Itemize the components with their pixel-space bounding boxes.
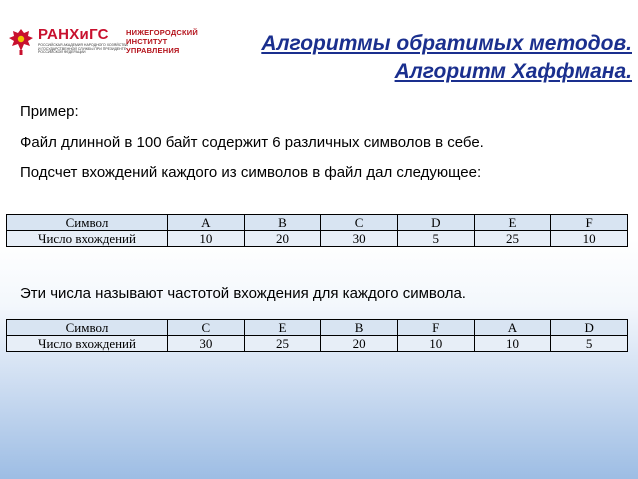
table-cell: E: [244, 320, 321, 336]
row-label-symbol: Символ: [7, 215, 168, 231]
institute-name: [126, 28, 198, 56]
eagle-emblem-icon: [8, 26, 34, 56]
table-row: [7, 231, 628, 247]
row-label-count: Число вхождений: [7, 336, 168, 352]
slide-header: [0, 0, 638, 92]
table-cell: A: [474, 320, 551, 336]
table-cell: 30: [321, 231, 398, 247]
example-label: Пример:: [20, 103, 79, 120]
table-cell: C: [321, 215, 398, 231]
file-description: Файл длинной в 100 байт содержит 6 различных символов в себе.: [20, 134, 484, 151]
title-line-2: Алгоритм Хаффмана.: [394, 60, 632, 83]
title-line-1: Алгоритмы обратимых методов.: [261, 32, 632, 55]
frequency-table-original: [6, 214, 628, 247]
table-cell: A: [168, 215, 245, 231]
table-row: [7, 320, 628, 336]
table-cell: 5: [551, 336, 628, 352]
table-cell: 30: [168, 336, 245, 352]
table-cell: 10: [397, 336, 474, 352]
institute-line-1: НИЖЕГОРОДСКИЙ: [126, 28, 198, 37]
table-cell: 10: [551, 231, 628, 247]
table-cell: 20: [321, 336, 398, 352]
table-cell: 25: [474, 231, 551, 247]
table-row: [7, 215, 628, 231]
row-label-symbol: Символ: [7, 320, 168, 336]
table-cell: D: [397, 215, 474, 231]
table-cell: 5: [397, 231, 474, 247]
logo-subtitle: РОССИЙСКАЯ АКАДЕМИЯ НАРОДНОГО ХОЗЯЙСТВА И ГОСУДАРСТВЕННОЙ СЛУЖБЫ ПРИ ПРЕЗИДЕНТЕ РОССИЙСКОЙ ФЕДЕРАЦИИ: [38, 42, 128, 55]
frequency-table-sorted: [6, 319, 628, 352]
frequency-note: Эти числа называют частотой вхождения для каждого символа.: [20, 285, 466, 302]
table-cell: F: [397, 320, 474, 336]
table-row: [7, 336, 628, 352]
institute-line-3: УПРАВЛЕНИЯ: [126, 46, 180, 56]
table-cell: D: [551, 320, 628, 336]
table-cell: F: [551, 215, 628, 231]
institute-line-2: ИНСТИТУТ: [126, 37, 168, 47]
count-intro: Подсчет вхождений каждого из символов в файл дал следующее:: [20, 164, 482, 181]
table-cell: 10: [474, 336, 551, 352]
slide-title: [261, 30, 632, 86]
table-cell: B: [244, 215, 321, 231]
table-cell: 25: [244, 336, 321, 352]
row-label-count: Число вхождений: [7, 231, 168, 247]
table-cell: B: [321, 320, 398, 336]
table-cell: C: [168, 320, 245, 336]
logo-text: [38, 27, 128, 55]
table-cell: 10: [168, 231, 245, 247]
logo-name: РАНХиГС: [38, 25, 109, 43]
ranepa-logo: [8, 26, 128, 56]
table-cell: E: [474, 215, 551, 231]
table-cell: 20: [244, 231, 321, 247]
